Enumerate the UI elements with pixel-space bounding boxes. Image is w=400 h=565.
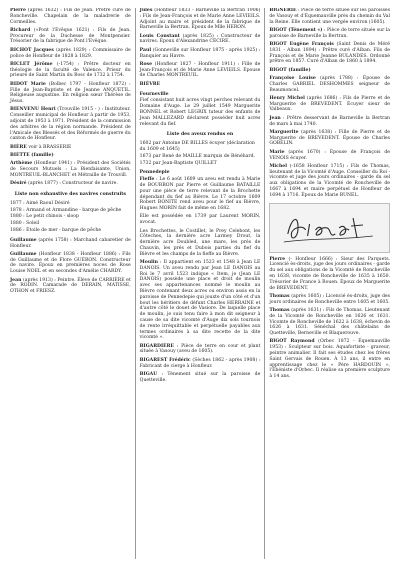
headword: Marie	[269, 149, 285, 155]
entry-text: : Pièce de terre située sur les paroisses de Vasouy et d'Équemauville près du chemin du Val la Reine. Elle contient une vergée environ (1605).	[269, 8, 391, 25]
column-3	[264, 8, 394, 559]
entry-text: (après 1638) : Fille de Pierre et de Marguerite de BREVEDENT. Épouse de Charles GOBELIN.	[269, 129, 391, 147]
headword: Jules	[139, 8, 153, 13]
headword: Michel	[269, 163, 287, 169]
entry	[269, 339, 390, 380]
aveux-list	[140, 141, 261, 166]
headword: Thomas	[269, 293, 290, 299]
entry	[140, 8, 261, 31]
entry-text: (Honfleur 1827 - Honfleur 1911) : Fille de Jean-François et de Marie Anne LEVIEILS. Épouse de Charles MONTREUIL.	[139, 61, 261, 79]
entry-text: (après 1605) : Licencié ès-droits, juge des jours ordinaires de Roncheville entre 1605 et 1605.	[269, 293, 391, 305]
headword: BIENVENU Henri	[10, 107, 56, 113]
entry	[269, 96, 390, 113]
list-item: 1880 : Soleil	[10, 221, 40, 227]
entry-text: (après 1686) : Fils de Pierre et de Marguerite de BREVEDENT. Écuyer sieur de Valbeaux.	[269, 95, 391, 113]
headword: BICHOT Jacques	[10, 47, 54, 53]
entry-text: (-1754) : Prêtre docteur en théologie de la faculté de Valence. Prieur du prieuré de Saint Martin du Bosc de 1732 à 1754.	[10, 61, 131, 79]
headword: BIETTE (famille)	[10, 153, 54, 159]
entry-text: Les Brochettes, le Costillet, le Prey Celebont, les Côteches, la dernière acre Larmey Drout, la dernière acre Doubled, une mare, les prés de Chauvin, les prés et Dubois parties du fief du Bièvre et les champs de la fieffe au Bièvre.	[139, 228, 261, 257]
headword: BICLET Jérôme	[10, 61, 53, 67]
list-item: 1880 : Le petit chinois - sloop	[10, 214, 79, 220]
entry-text: (Honfleur 1838 - Honfleur 1886) : Fils de Guillaume et de Flore GUÉRON. Constructeur de navire. Époux en premières noces de Rose Louise NOEL et en secondes d'Amélie CHARDY.	[10, 251, 131, 275]
entry-text: (Honfleur 1941) : Président des Sociétés de Secours Mutuels : La Bienfaisante, Union, MONTREUIL-BLANCHET et Métraille de Trouvill.	[10, 161, 131, 178]
section-title: Liste non exhaustive des navires construits	[14, 192, 126, 198]
entry-text: : Tènement situé sur la paroisse de Quetteville.	[139, 371, 261, 383]
headword: BIGOT Raymond	[269, 339, 315, 345]
entry	[10, 8, 131, 25]
entry-text: : Le 6 août 1609 un aveu est rendu à Marie de BOURBON par Pierre et Guillaume BATAILLE pour une pièce de terre relevant de la Brochette dépendant du fief au Bièvre. Le 17 octobre 1609 Robert BONITE rend aveu pour le fief au Bièvre, Hugues MORIN fait de même en 1682.	[139, 177, 261, 212]
entry	[140, 48, 261, 60]
headword: BIGNERIE	[269, 8, 297, 13]
entry	[10, 278, 131, 295]
headword: Arthème	[10, 161, 33, 167]
column-1	[6, 8, 135, 559]
entry	[10, 238, 131, 250]
entry	[269, 257, 390, 292]
headword: BIÈRE	[10, 144, 27, 150]
entry-text: (- Honfleur 1666) : Sieur des Parquets. Licencié ès-droits, juge des jours ordinaires - garde du sel aux obligations de la Vicomté de Roncheville en 1638, vicomte de Roncheville de 1635 à 1650. Trésorier de France à Rouen. Époux de Marguerite de BREVEDENT.	[269, 256, 391, 291]
entry-text: Fief consistant huit acres vingt perches relevant du Domaine d'Auge. Le 29 juillet 1549 Marguerite BONNEL et Robert LEGRIX tuteur des enfants de Jean MALLEZARD déclarent posséder huit acres relevant du fief.	[139, 98, 261, 127]
entry	[140, 34, 261, 46]
entry	[269, 150, 390, 162]
entry-text: (après 1632) : Fils de Jean. Prêtre curé de Roncheville. Chapelain de la maladrerie de Cormeilles.	[10, 8, 131, 25]
signature-image	[269, 203, 390, 253]
headword: BIGOT (Ténement «)	[269, 27, 323, 33]
entry	[10, 181, 131, 187]
entry	[10, 107, 131, 142]
headword: BIGOT (famille)	[269, 67, 311, 73]
entry-text: (après 1825) : Constructeur de navires. Époux d'Alexandrine CÉCIRE.	[139, 33, 261, 45]
entry-text: (Saint Denis de Méré 1831 - Alban 1894) : Prêtre curé d'Alban. Fils de François et de Marie Jeanne BULANDES. Ordonné prêtre en 1857. Curé d'Alban de 1860 à 1894.	[269, 41, 391, 65]
list-item: 1602 par Antoine DE BILLES écuyer (déclaration du 1609 et 1645)	[139, 141, 255, 152]
entry	[269, 130, 390, 147]
entry	[140, 344, 261, 356]
headword: Paul	[139, 47, 152, 53]
entry	[10, 252, 131, 275]
entry	[269, 42, 390, 65]
entry	[10, 153, 131, 159]
entry	[10, 28, 131, 45]
headword: BIGARDIÈRE	[139, 343, 174, 349]
entry	[140, 177, 261, 212]
entry-text: (Bolbec 1797 - Honfleur 1872) : Fille de Jean-Baptiste et de Jeanne ANQUETIL. Religieuse augustine. En religion sœur Thérèse de Jésus.	[10, 81, 131, 105]
entry-text: (après 1829) : Commissaire de police de Honfleur de 1828 à 1829.	[10, 47, 131, 59]
entry	[10, 145, 131, 151]
entry-text: : Pièce de terre située sur la paroisse de Barneville la Bertran.	[269, 27, 390, 39]
entry	[10, 161, 131, 178]
entry	[269, 28, 390, 40]
headword: Guillaume	[10, 237, 37, 243]
headword: Richard	[10, 27, 31, 33]
entry	[269, 308, 390, 337]
entry-text: (après 1877) : Constructeur de navire.	[28, 181, 118, 187]
headword: Rose	[139, 61, 153, 67]
headword: Louis Constant	[139, 33, 180, 39]
entry-text: (Gonneville sur Honfleur 1875 - après 1925) : Banquier au Havre.	[139, 47, 261, 59]
headword: Moulin	[139, 259, 158, 265]
headword: BIDOT Marie	[10, 81, 46, 87]
entry	[140, 82, 261, 88]
headword: Pierre	[269, 256, 286, 262]
section-title: Liste des aveux rendus en	[166, 132, 234, 138]
entry	[10, 62, 131, 79]
entry-text: : Il appartient en 1523 et 1548 à Jean LE DANOIS. Un aveu rendu par Jean LE DANOIS au Roi le 7 avril 1523 indique « Item, je (Jean LE DANOIS) possède une place et droit de moulin avec ses appartenances nommé le moulin au Bièvre contenant deux acres ou environ assis en la paroisse de Pennedepie qui jouxte d'un côté et d'un bout les héritiers de défunt Charles HERRAINE et d'autre côté le douet de Vasiore. De laquelle place de moulin, je suis tenu faire à mon dit seigneur à cause de sa dite vicomté d'Auge dix sols tournois de rente irréquittable et perpétuelle payables aux termes ordinaires à sa dite recette de la dite vicomté ».	[139, 259, 261, 341]
entry	[140, 62, 261, 79]
headword: Thomas	[269, 307, 290, 313]
entry-text: (après 1913) : Peintre. Élève de CARRIÈRE et de RODIN. Camarade de DERAIN, MATISSE, OTHON et FRIESZ.	[10, 277, 131, 295]
entry-text: (Honfleur 1833 - Barneville la Bertran 1906) : Fils de Jean-François et de Marie Anne LEVIEILS. Adjoint au maire et président de la fabrique de Barneville la Bertran. Époux de Mlle HERON.	[139, 8, 261, 31]
entry-text: (-1658 Honfleur 1715) : Fils de Thomas, lieutenant de la Vicomté d'Auge. Conseiller du Roi - vicomte et juge des jours ordinaires - garde du sel aux obligations de la Vicomté de Roncheville de 1667 à 1694 et maire perpétuel de Honfleur de 1694 à 1716. Époux de Marie BUNEL.	[269, 163, 391, 198]
headword: Françoise Louise	[269, 75, 316, 81]
headword: Marguerite	[269, 129, 299, 135]
entry	[140, 372, 261, 384]
headword: BIGAU	[139, 371, 158, 377]
entry	[269, 164, 390, 199]
headword: Désiré	[10, 181, 27, 187]
entry-text: («Pont l'Evêque 1621) : Fils de Jean. Procureur de la Duchesse de Montpensier. Trésorier de la fabrique de Pont l'Evêque.	[10, 27, 131, 45]
entry-text: Elle est possédée en 1739 par Laurent MORIN, avocat.	[139, 214, 261, 226]
list-item: 1878 : Armand et Armandine - barque de pêche	[10, 207, 122, 213]
entry	[269, 76, 390, 93]
headword: Pierre	[10, 8, 26, 13]
headword: Jean	[10, 277, 22, 283]
entry-text: (après 1631) : Fils de Thomas. Lieutenant de la Vicomté de Roncheville en 1626 et 1631. Vicomte de Roncheville de 1622 à 1638, échevin de 1626 à 1631. Sénéchal des châtelains de Quetteville, Berneville et Blaquerouve.	[269, 307, 391, 337]
headword: Fieffe	[139, 177, 155, 183]
entry	[140, 260, 261, 341]
list-item: 1886 : Étoile de mer - barque de pêche	[10, 228, 102, 233]
entry	[140, 358, 261, 370]
headword: BIGOT Eugène François	[269, 41, 334, 47]
headword: Jean	[269, 115, 281, 121]
headword: BIGAREST Frédéric	[139, 357, 191, 363]
column-2	[135, 8, 265, 559]
entry-text: (après 1758) : Marchand cabaretier de Honfleur.	[10, 237, 131, 249]
handwritten-signature	[270, 204, 389, 252]
entry	[269, 116, 390, 128]
entry	[269, 294, 390, 306]
entry	[269, 8, 390, 25]
ship-list	[10, 201, 131, 234]
headword: BIÈVRE	[139, 81, 161, 87]
entry-text: : Prêtre desservant de Barneville la Bertran de mars à mai 1740.	[269, 115, 391, 127]
entry-text: (Trouville 1915 - ) : Instituteur. Conseiller municipal de Honfleur à partir de 1953, adjoint de 1953 à 1971. Président de la commission des arbitres de la région normande. Président de l'Amicale des Blessés et des Réformés de guerre du canton de Honfleur.	[10, 107, 131, 142]
subsection-title: Pennedepie	[139, 170, 170, 176]
entry	[10, 82, 131, 105]
entry-text: (après 1788) : Épouse de Charles GABRIEL DESHOMMES seigneur de Beaumoncel.	[269, 75, 391, 93]
list-item: 1673 par René de MAILLE marquis de Bénéhard.	[139, 153, 256, 159]
entry-text: (après 1670) : Épouse de François de VENOIS écuyer.	[269, 149, 391, 161]
subsection-title: Fourneville	[139, 91, 169, 97]
headword: Henry Michel	[269, 95, 305, 101]
text-columns	[6, 8, 394, 559]
list-item: 1732 par Jean-Baptiste QUILLET	[139, 160, 217, 166]
entry-text: (Sèches 1862 - après 1908) : Fabricant de cierge à Honfleur.	[139, 357, 261, 369]
headword: Guillaume	[10, 251, 37, 257]
entry	[269, 68, 390, 74]
list-item: 1877 : Aimé Raoul Désiré	[10, 200, 70, 206]
entry-text: : Pièce de terre en cour et plant située à Vasouy (aveu de 1605).	[139, 343, 261, 355]
entry-text: (Orbec 1872 - Équemauville 1953) : Sculpteur sur bois. Aquafortiste - graveur, peintre animalier. Il fait ses études chez les frères Saint Gervais de Rouen. À 13 ans, il entre en apprentissage chez le « Père HARDOUIN », l'Ébéniste d'Orbec. Il réalise sa première sculpture à 14 ans.	[269, 339, 391, 380]
entry-text: voir à BRASSERIE	[28, 144, 72, 150]
entry	[10, 48, 131, 60]
